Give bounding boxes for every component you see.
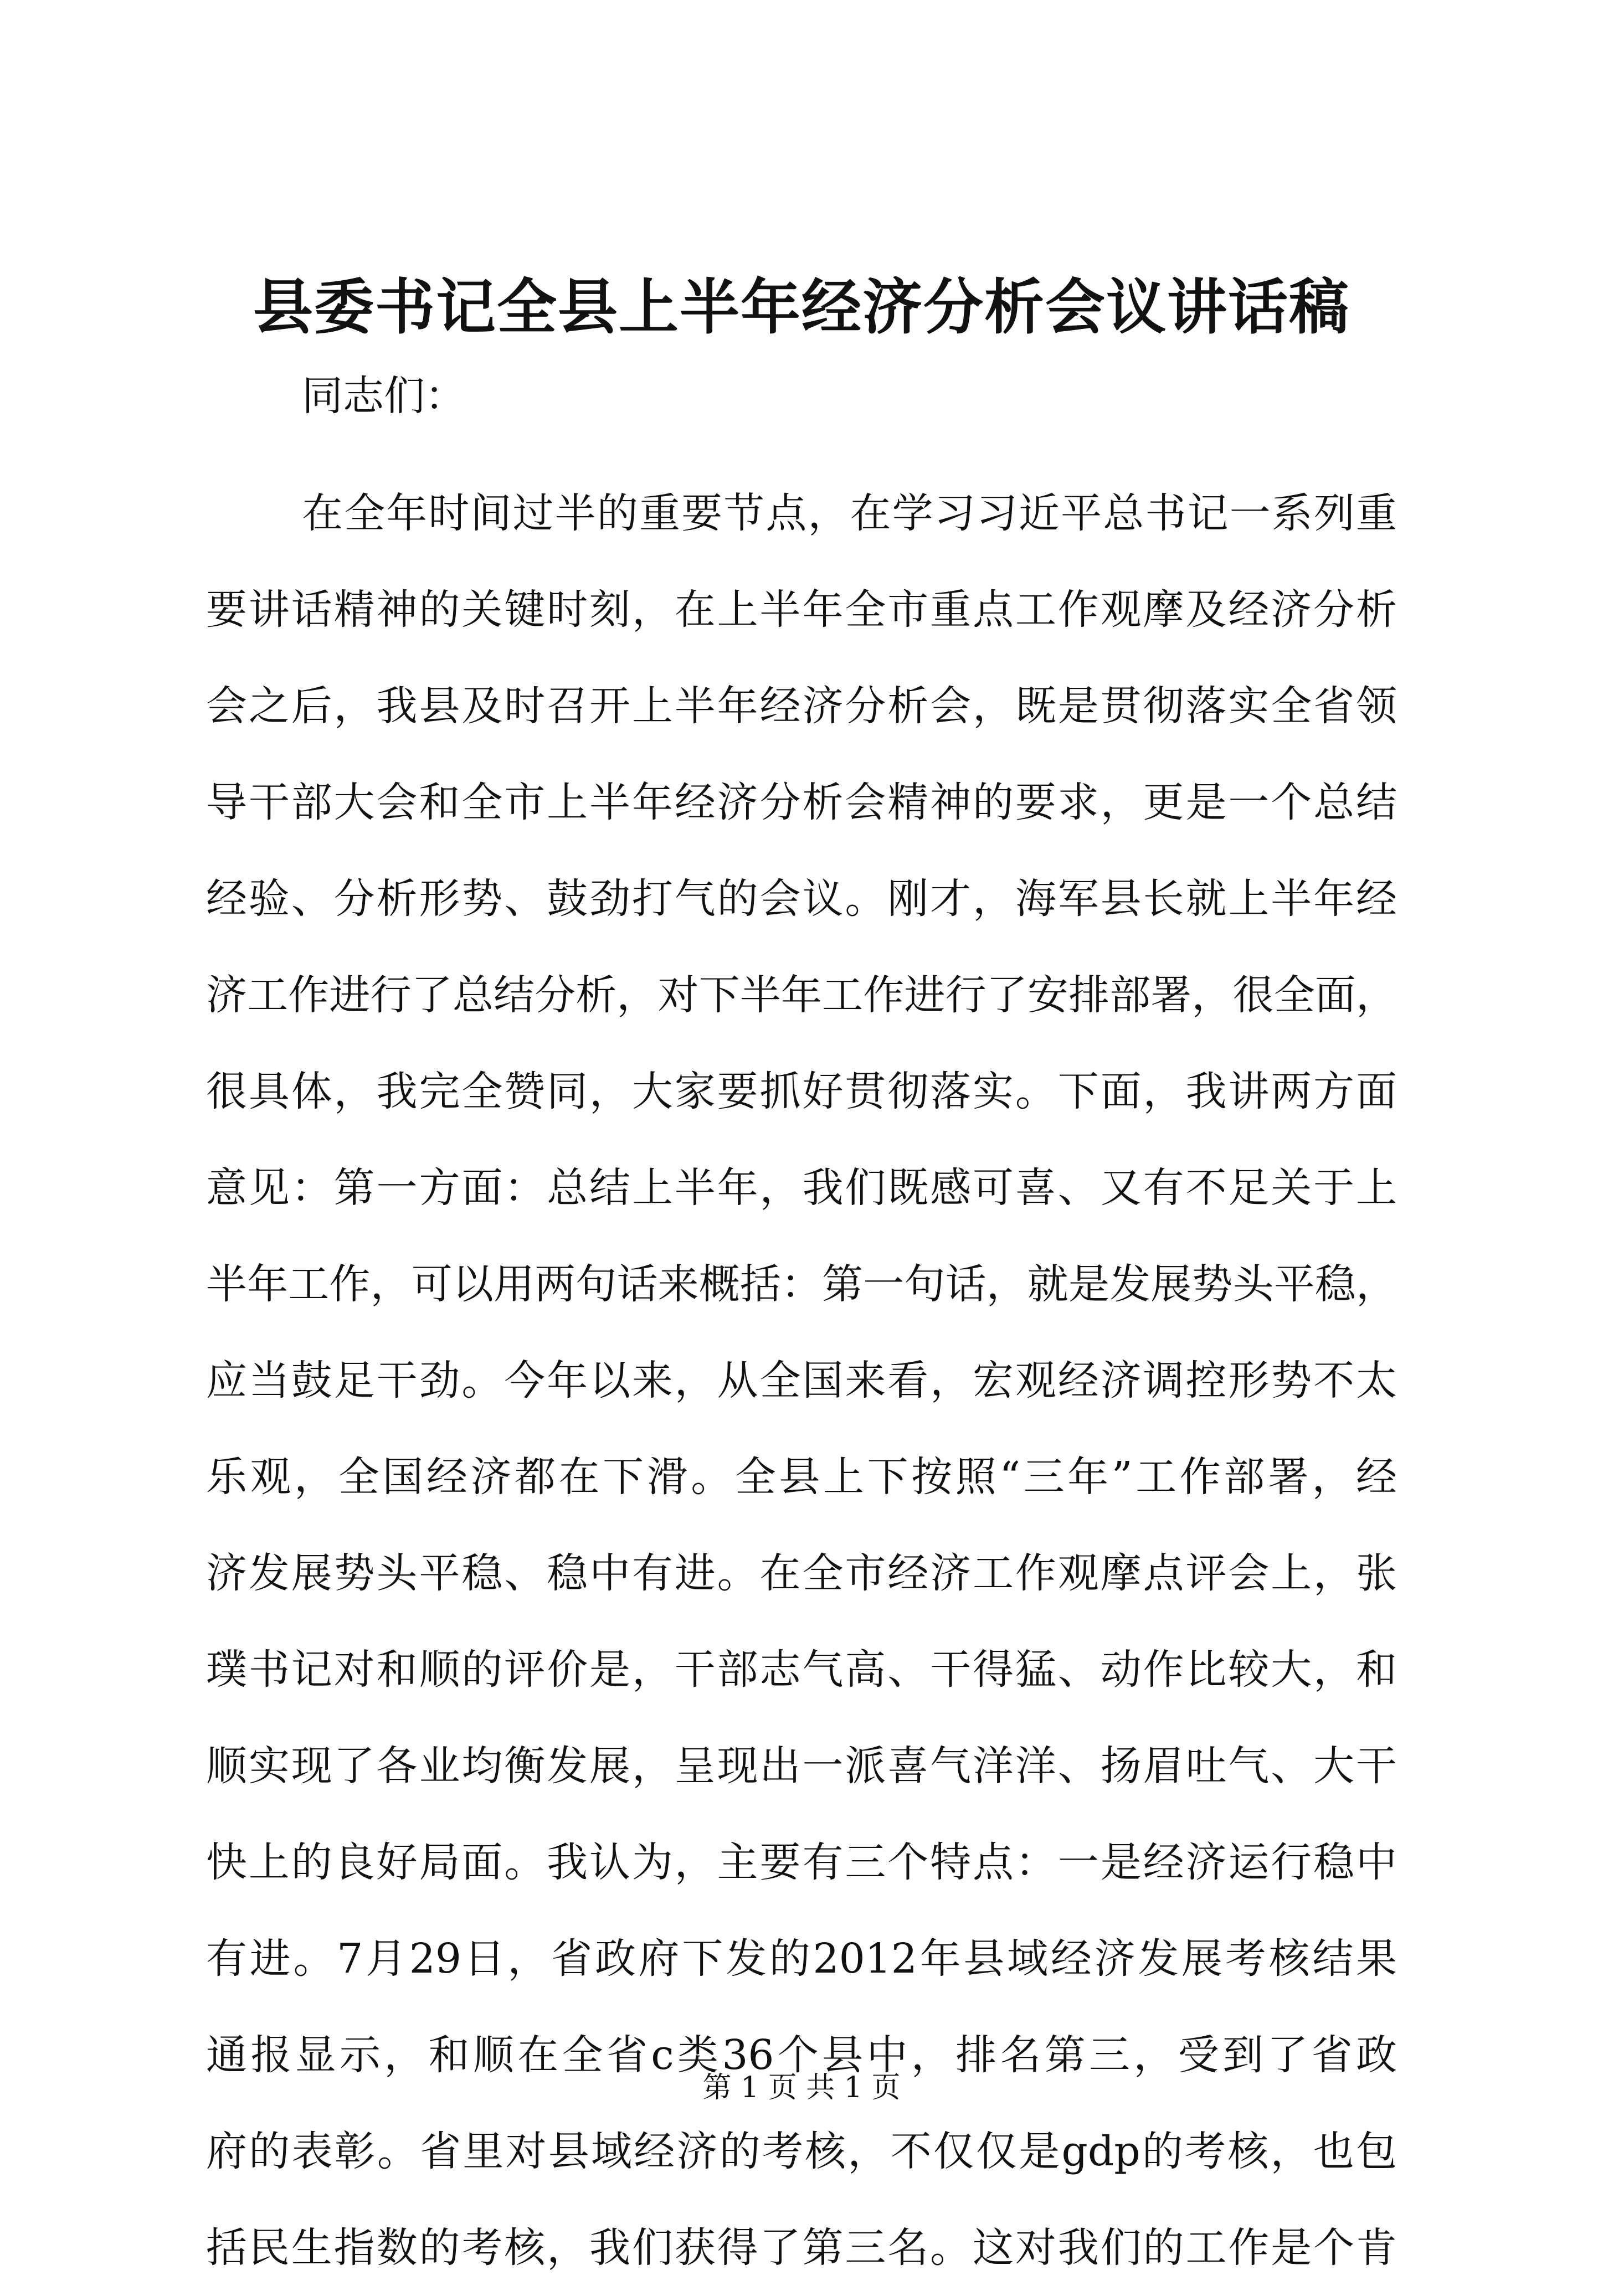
body-text: [206, 465, 1397, 2296]
body-line: 府的表彰。省里对县域经济的考核，不仅仅是gdp的考核，也包: [206, 2128, 1397, 2175]
body-line: 很具体，我完全赞同，大家要抓好贯彻落实。下面，我讲两方面: [206, 1068, 1397, 1115]
body-line: 会之后，我县及时召开上半年经济分析会，既是贯彻落实全省领: [206, 682, 1397, 730]
body-line: 半年工作，可以用两句话来概括：第一句话，就是发展势头平稳，: [206, 1260, 1397, 1308]
body-line: 济发展势头平稳、稳中有进。在全市经济工作观摩点评会上，张: [206, 1549, 1397, 1597]
body-line: 璞书记对和顺的评价是，干部志气高、干得猛、动作比较大，和: [206, 1646, 1397, 1693]
body-line: 意见：第一方面：总结上半年，我们既感可喜、又有不足关于上: [206, 1164, 1397, 1212]
body-line: 乐观，全国经济都在下滑。全县上下按照“三年”工作部署，经: [206, 1453, 1397, 1501]
body-line: 快上的良好局面。我认为，主要有三个特点：一是经济运行稳中: [206, 1839, 1397, 1886]
body-line: 在全年时间过半的重要节点，在学习习近平总书记一系列重: [302, 490, 1397, 537]
body-line: 要讲话精神的关键时刻，在上半年全市重点工作观摩及经济分析: [206, 586, 1397, 634]
body-line: 导干部大会和全市上半年经济分析会精神的要求，更是一个总结: [206, 779, 1397, 826]
body-line: 括民生指数的考核，我们获得了第三名。这对我们的工作是个肯: [206, 2224, 1397, 2272]
page-footer: 第 1 页 共 1 页: [702, 2071, 901, 2104]
body-line: 应当鼓足干劲。今年以来，从全国来看，宏观经济调控形势不太: [206, 1357, 1397, 1404]
body-line: 通报显示，和顺在全省c类36个县中，排名第三，受到了省政: [206, 2031, 1397, 2079]
document-title: 县委书记全县上半年经济分析会议讲话稿: [253, 272, 1350, 342]
body-line: 有进。7月29日，省政府下发的2012年县域经济发展考核结果: [206, 1935, 1397, 1983]
salutation: 同志们：: [302, 372, 466, 420]
body-line: 经验、分析形势、鼓劲打气的会议。刚才，海军县长就上半年经: [206, 875, 1397, 923]
body-line: 顺实现了各业均衡发展，呈现出一派喜气洋洋、扬眉吐气、大干: [206, 1742, 1397, 1790]
body-line: 济工作进行了总结分析，对下半年工作进行了安排部署，很全面，: [206, 971, 1397, 1019]
